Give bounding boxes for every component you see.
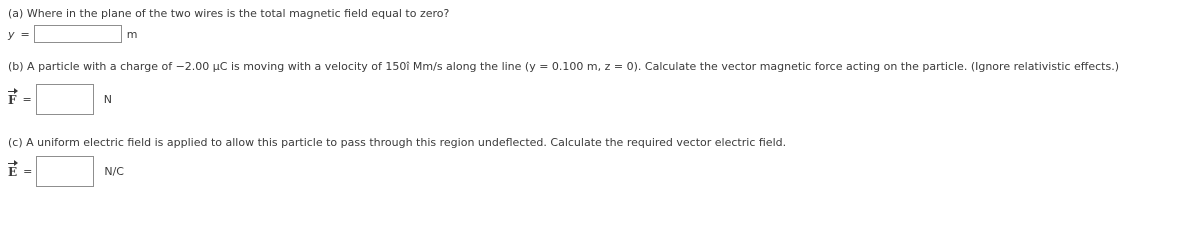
part-a-question: (a) Where in the plane of the two wires is the total magnetic field equal to zero?: [8, 7, 450, 20]
part-a-variable: y: [8, 27, 15, 41]
part-b-equals: =: [22, 92, 32, 106]
part-a-answer-row: [8, 23, 137, 45]
part-b-question: (b) A particle with a charge of −2.00 μC is moving with a velocity of 150î Mm/s along the line (y = 0.100 m, z = 0). Calculate the vector magnetic force acting on the particle. (Ignore relativistic effects.): [8, 60, 1120, 73]
part-b-answer-input[interactable]: [36, 84, 94, 115]
part-c-answer-input[interactable]: [36, 156, 94, 187]
part-b-unit: N: [103, 92, 112, 106]
part-b-force-vector-symbol: F: [8, 93, 17, 107]
part-c-unit: N/C: [104, 164, 124, 178]
part-c-equals: =: [23, 164, 33, 178]
part-c-answer-row: [8, 156, 124, 186]
part-c-field-vector-symbol: E: [8, 165, 18, 179]
part-a-unit: m: [126, 27, 138, 41]
part-a-equals: =: [20, 27, 30, 41]
part-b-answer-row: [8, 84, 112, 114]
part-c-question: (c) A uniform electric field is applied to allow this particle to pass through this region undeflected. Calculate the required vector electric field.: [8, 136, 787, 149]
part-a-answer-input[interactable]: [34, 25, 122, 43]
